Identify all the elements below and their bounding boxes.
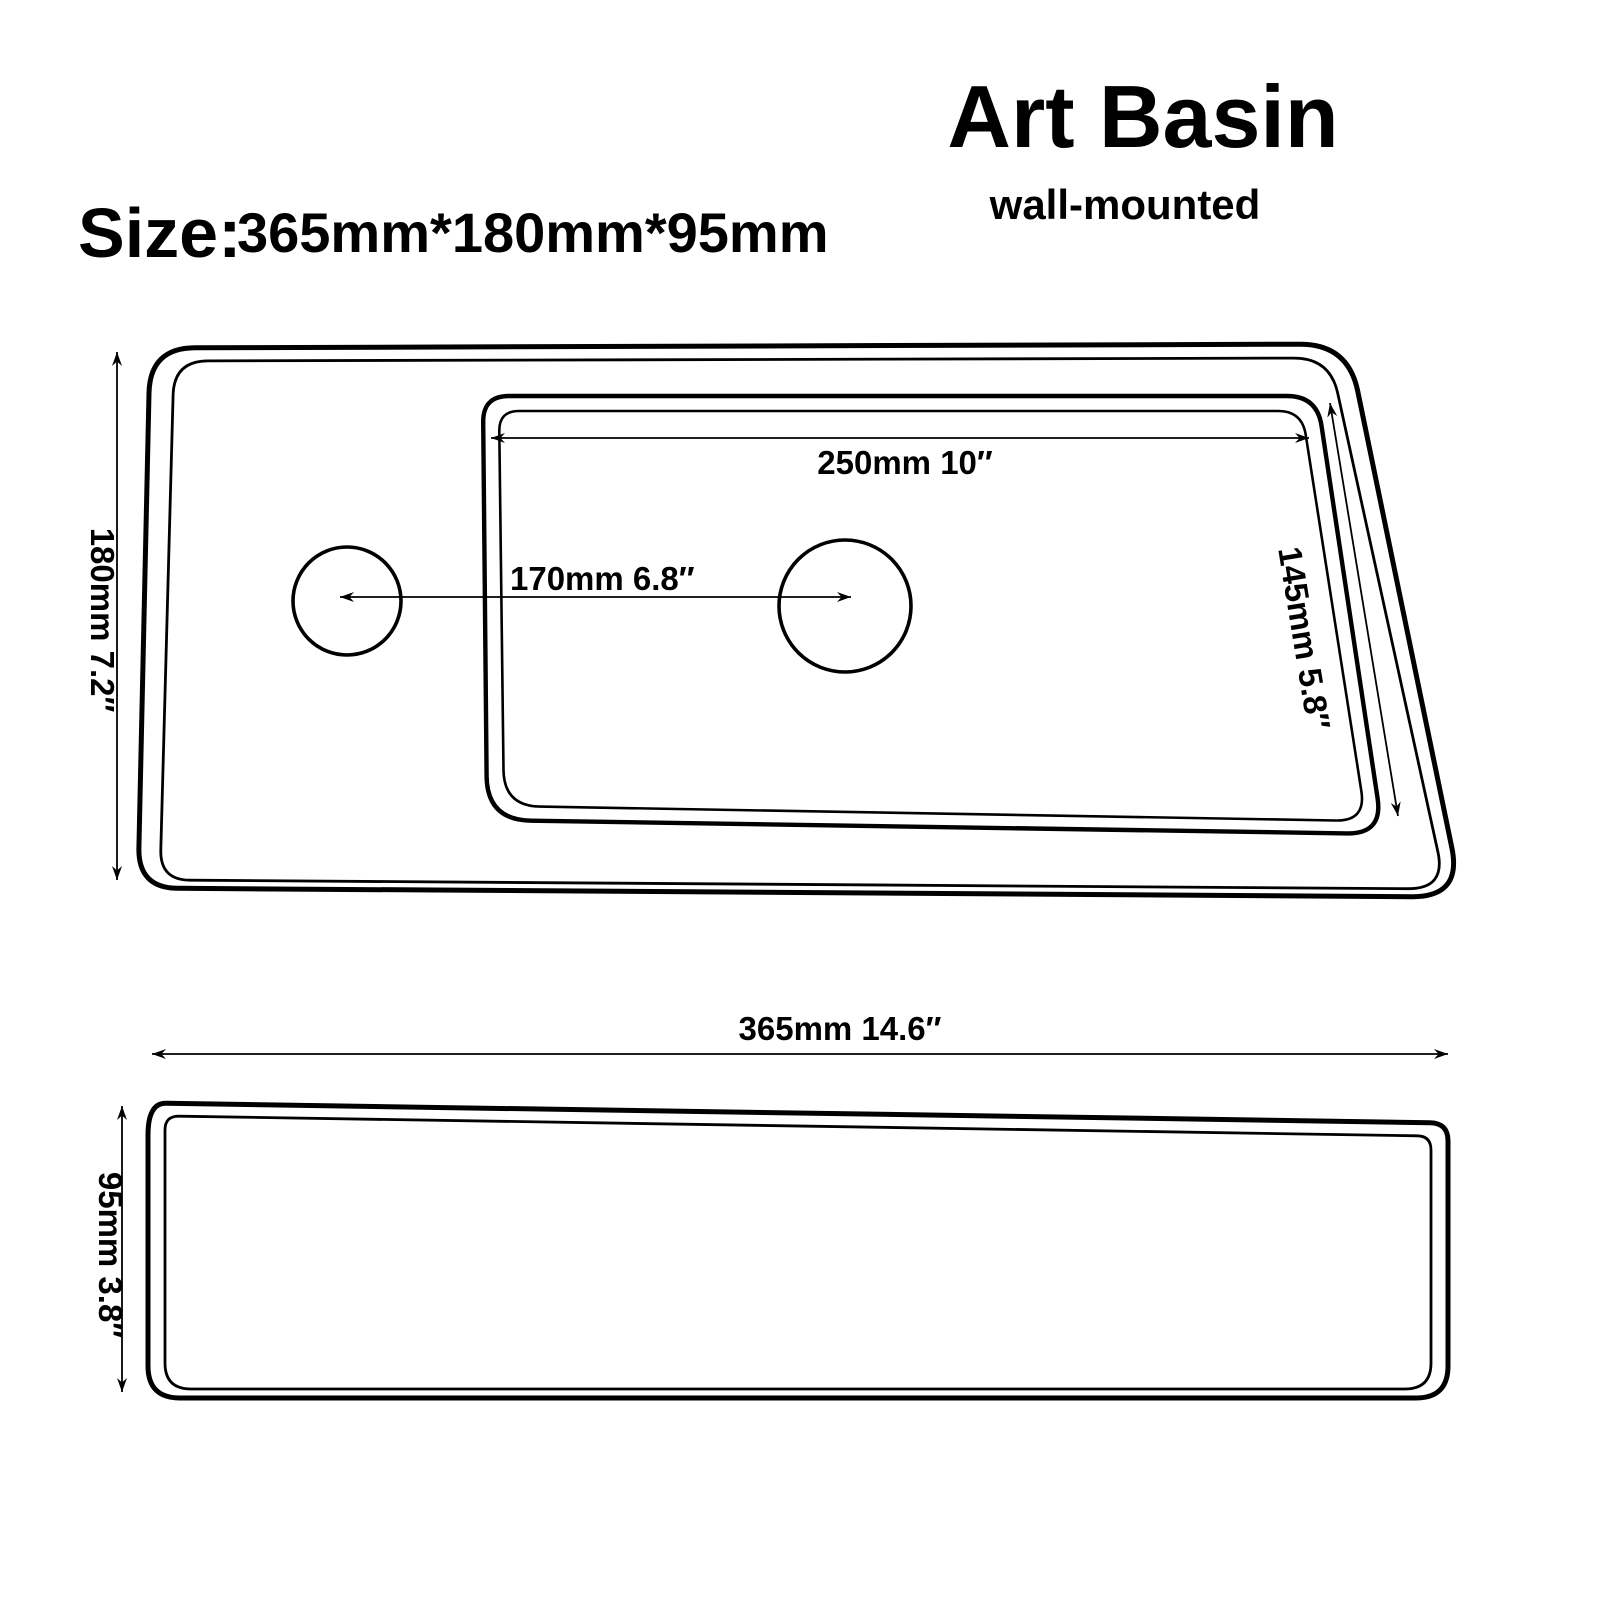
side-inner-outline — [165, 1116, 1431, 1389]
dim-label-overall-depth: 180mm 7.2″ — [84, 527, 121, 713]
dim-label-overall-height: 95mm 3.8″ — [92, 1171, 129, 1339]
side-outline — [148, 1103, 1448, 1398]
size-value: 365mm*180mm*95mm — [237, 201, 829, 264]
outer-rim-outline — [139, 344, 1454, 897]
mounting-subtitle: wall-mounted — [989, 181, 1261, 228]
faucet-hole — [293, 547, 401, 655]
dim-label-basin-depth: 145mm 5.8″ — [1271, 544, 1338, 733]
dim-line-basin-depth — [1330, 403, 1398, 816]
top-view-drawing — [84, 344, 1454, 897]
side-view-drawing — [92, 1010, 1448, 1398]
dim-label-basin-width: 250mm 10″ — [817, 444, 993, 481]
size-label: Size: — [78, 194, 242, 272]
product-title: Art Basin — [947, 67, 1339, 166]
dim-label-hole-distance: 170mm 6.8″ — [510, 560, 695, 597]
dim-label-overall-width: 365mm 14.6″ — [738, 1010, 942, 1047]
drain-hole — [779, 540, 911, 672]
